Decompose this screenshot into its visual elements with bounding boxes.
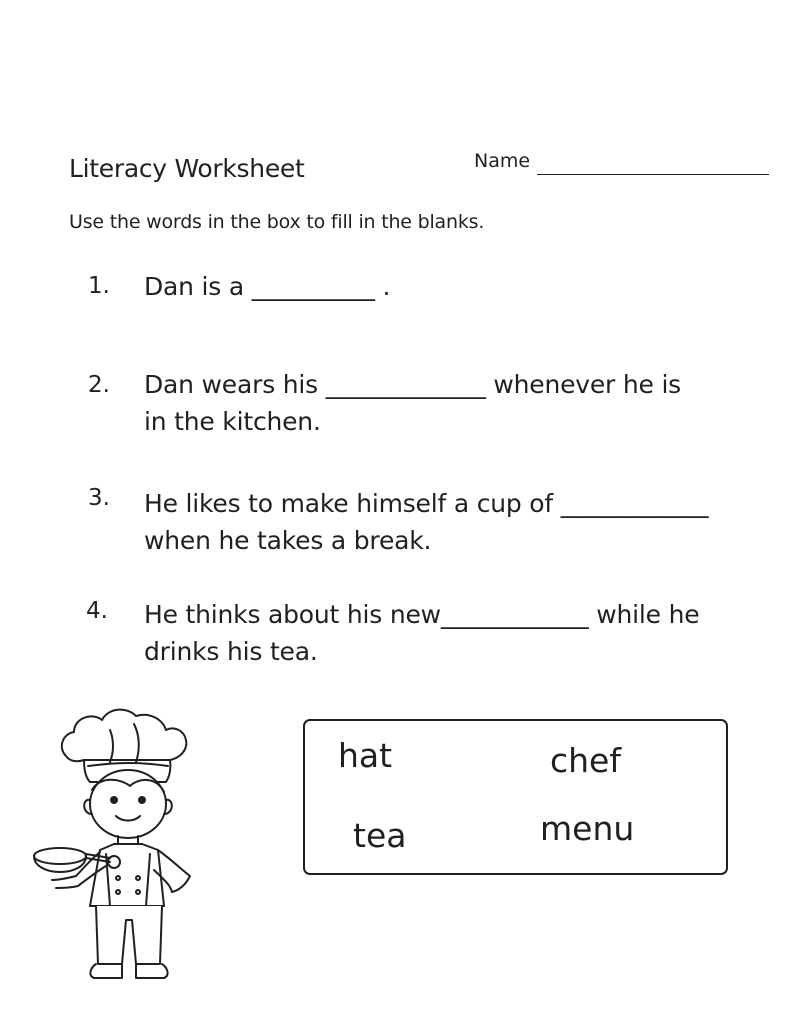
question-1-line-1: Dan is a __________ . — [144, 272, 391, 301]
question-3-text — [144, 485, 708, 559]
word-bank-word-3: tea — [353, 816, 407, 855]
chef-holding-pan-icon — [30, 700, 270, 992]
question-1-text — [144, 268, 390, 305]
name-blank-line — [537, 174, 769, 175]
word-bank-word-4: menu — [540, 809, 635, 848]
worksheet-title: Literacy Worksheet — [69, 154, 305, 183]
question-4-text — [144, 596, 699, 670]
word-bank-word-2: chef — [550, 741, 621, 780]
question-3-line-2: when he takes a break. — [144, 526, 432, 555]
instructions-text: Use the words in the box to fill in the blanks. — [69, 211, 485, 233]
question-2-number: 2. — [88, 372, 110, 398]
question-2-line-1: Dan wears his _____________ whenever he is — [144, 370, 682, 399]
question-3-line-1: He likes to make himself a cup of ____________ — [144, 489, 709, 518]
question-4-number: 4. — [86, 598, 108, 624]
question-2-text — [144, 366, 681, 440]
name-label: Name — [474, 150, 531, 172]
question-3-number: 3. — [88, 485, 110, 511]
word-bank-word-1: hat — [338, 736, 393, 775]
question-1-number: 1. — [88, 273, 110, 299]
question-4-line-2: drinks his tea. — [144, 637, 318, 666]
question-2-line-2: in the kitchen. — [144, 407, 321, 436]
question-4-line-1: He thinks about his new____________ while he — [144, 600, 700, 629]
